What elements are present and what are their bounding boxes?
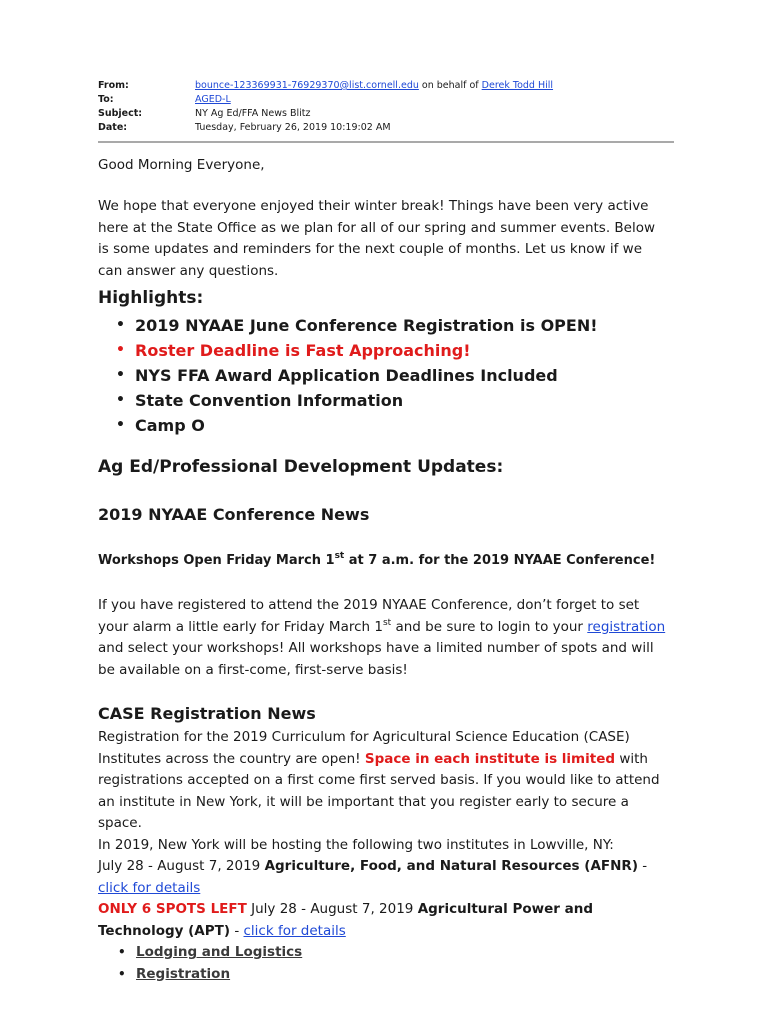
from-value — [195, 79, 674, 93]
highlights-heading: Highlights: — [98, 288, 204, 308]
bullet-icon: • — [116, 342, 125, 358]
limited-notice: Space in each institute is limited — [364, 750, 616, 767]
afnr-details-link[interactable]: click for details — [98, 879, 201, 896]
bullet-icon: • — [116, 317, 125, 333]
highlights-list — [98, 313, 598, 438]
apt-details-link[interactable]: click for details — [243, 922, 346, 939]
subject-value: NY Ag Ed/FFA News Blitz — [195, 108, 311, 119]
highlight-item: • State Convention Information — [98, 388, 598, 413]
bullet-icon: • — [118, 945, 126, 959]
date-row — [98, 121, 674, 135]
spots-left-badge: ONLY 6 SPOTS LEFT — [98, 901, 247, 917]
highlight-item: • Camp O — [98, 413, 598, 438]
bullet-icon: • — [116, 417, 125, 433]
ag-ed-heading: Ag Ed/Professional Development Updates: — [98, 457, 504, 477]
institute-afnr: July 28 - August 7, 2019 Agriculture, Food, and Natural Resources (AFNR) - click for details — [98, 858, 648, 896]
header-divider — [98, 141, 674, 143]
to-row — [98, 93, 674, 107]
email-header — [98, 79, 674, 135]
lodging-link[interactable]: Lodging and Logistics — [136, 944, 303, 960]
bullet-icon: • — [116, 367, 125, 383]
list-item — [98, 964, 672, 986]
bullet-icon: • — [118, 966, 126, 981]
bullet-icon: • — [116, 392, 125, 408]
from-row — [98, 79, 674, 93]
highlight-item: • NYS FFA Award Application Deadlines Included — [98, 363, 598, 388]
from-on-behalf: on behalf of — [418, 80, 482, 91]
from-label: From: — [98, 80, 129, 91]
case-links-list — [98, 942, 672, 985]
case-paragraph: Registration for the 2019 Curriculum for Agricultural Science Education (CASE) Institutes across the country are open! Space in each institute is limited with registrations accepted on a first come first served basis. If you would like to attend an institute in New York, it will be important that you register early to secure a space. — [98, 729, 660, 831]
greeting: Good Morning Everyone, — [98, 157, 265, 173]
institute-apt: ONLY 6 SPOTS LEFT July 28 - August 7, 2019 Agricultural Power and Technology (APT) - click for details — [98, 901, 594, 939]
case-hosting: In 2019, New York will be hosting the following two institutes in Lowville, NY: — [98, 836, 614, 853]
workshops-subheading: Workshops Open Friday March 1st at 7 a.m. for the 2019 NYAAE Conference! — [98, 551, 656, 568]
case-heading: CASE Registration News — [98, 704, 316, 723]
subject-row — [98, 107, 674, 121]
from-email-link[interactable]: bounce-123369931-76929370@list.cornell.edu — [195, 80, 419, 91]
highlight-item-alert: • Roster Deadline is Fast Approaching! — [98, 338, 598, 363]
registration-link[interactable]: registration — [587, 618, 666, 635]
date-value: Tuesday, February 26, 2019 10:19:02 AM — [195, 122, 391, 133]
case-section — [98, 727, 672, 985]
nyaae-heading: 2019 NYAAE Conference News — [98, 505, 370, 524]
case-registration-link[interactable]: Registration — [136, 965, 231, 982]
nyaae-paragraph: If you have registered to attend the 2019 NYAAE Conference, don’t forget to set your alarm a little early for Friday March 1st and be sure to login to your registration and select your workshops! All workshops have a limited number of spots and will be available on a first-come, first-serve basis! — [98, 597, 666, 678]
to-link[interactable]: AGED-L — [195, 94, 231, 105]
from-name-link[interactable]: Derek Todd Hill — [481, 80, 554, 91]
highlight-item: • 2019 NYAAE June Conference Registration is OPEN! — [98, 313, 598, 338]
date-label: Date: — [98, 122, 128, 133]
list-item — [98, 942, 672, 964]
subject-label: Subject: — [98, 108, 143, 119]
intro-paragraph: We hope that everyone enjoyed their winter break! Things have been very active here at the State Office as we plan for all of our spring and summer events. Below is some updates and reminders for the next couple of months. Let us know if we can answer any questions. — [98, 198, 656, 279]
to-label: To: — [98, 94, 114, 105]
